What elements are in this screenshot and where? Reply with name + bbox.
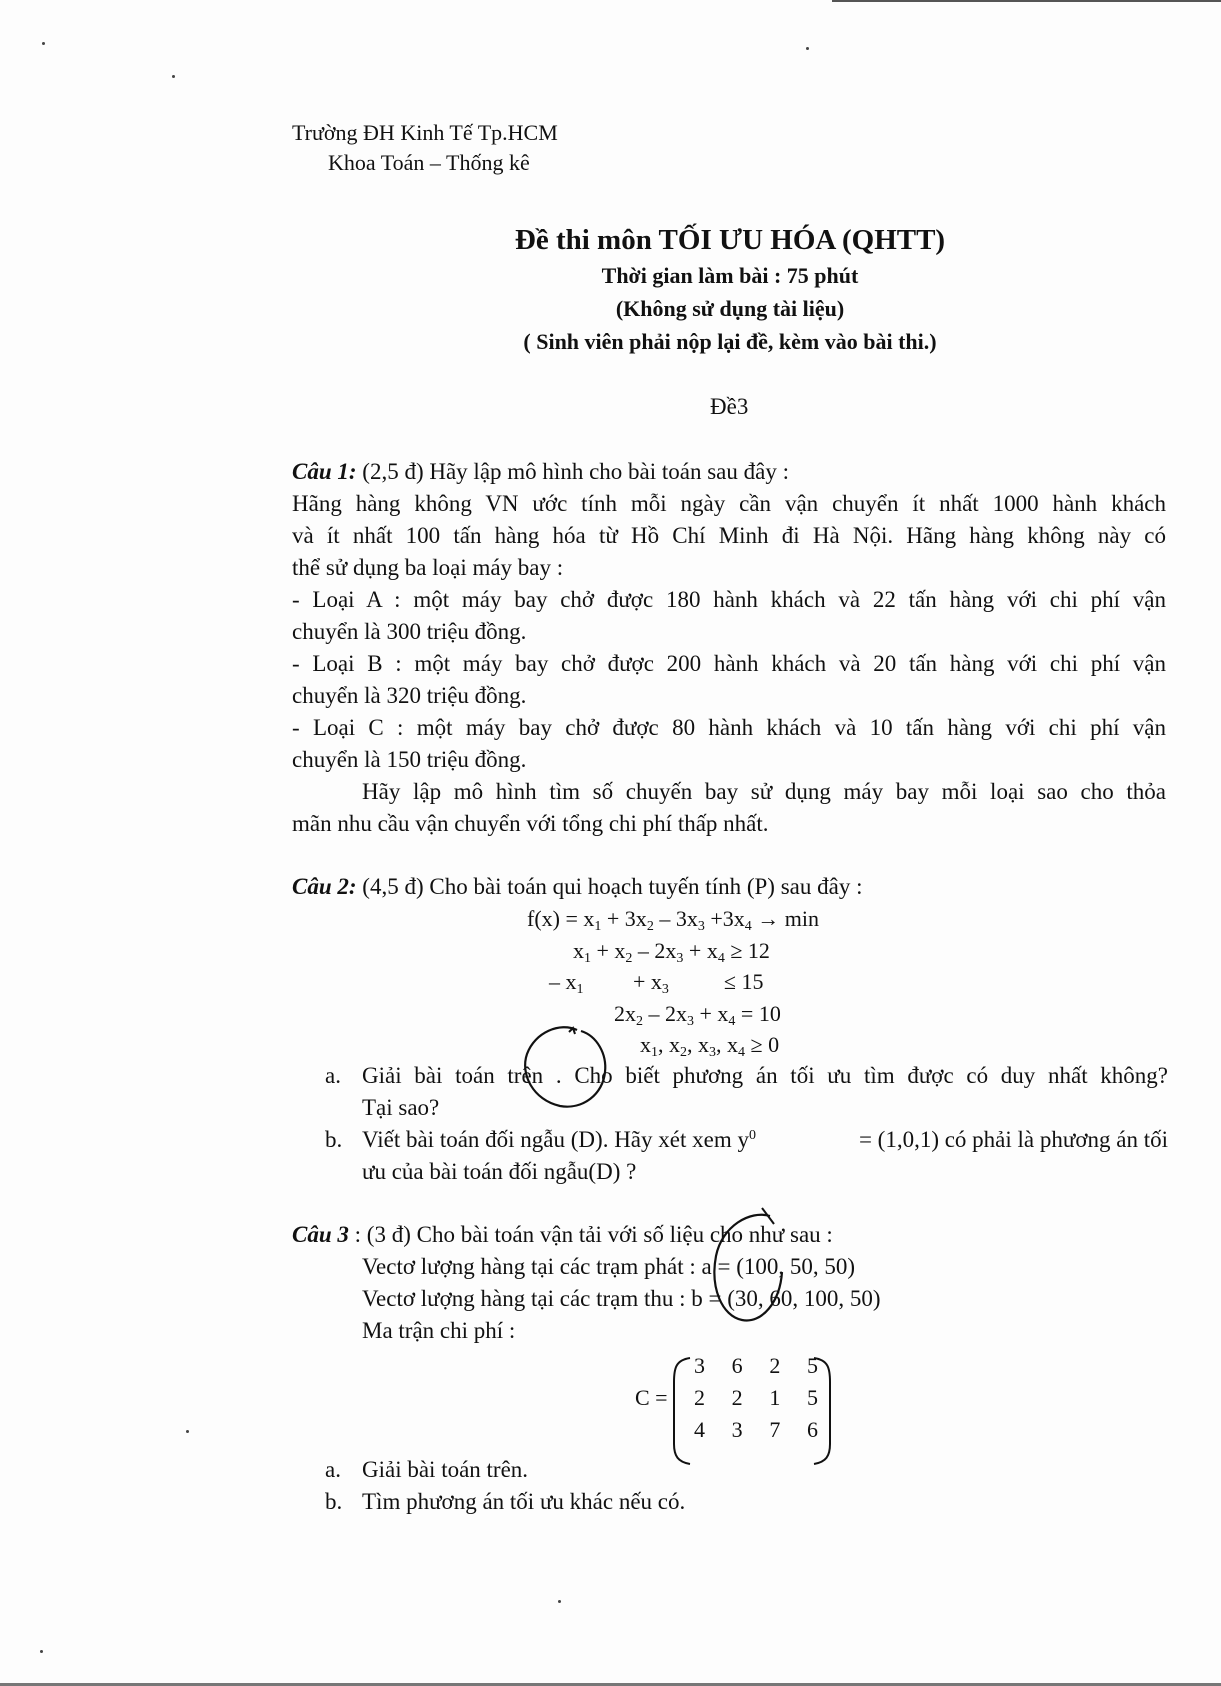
matrix-cell: 6: [806, 1417, 818, 1442]
scan-speck: [40, 1650, 43, 1653]
matrix-body: [694, 1350, 818, 1446]
q2-intro: (4,5 đ) Cho bài toán qui hoạch tuyến tính (P) sau đây :: [362, 874, 863, 899]
q1-line: chuyển là 150 triệu đồng.: [292, 747, 527, 772]
matrix-cell: 2: [694, 1385, 705, 1410]
matrix-cell: 3: [694, 1353, 705, 1378]
q2-heading: [292, 871, 862, 903]
matrix-cell: 2: [769, 1353, 781, 1378]
q2b-line1-pre: Viết bài toán đối ngẫu (D). Hãy xét xem $y^0$: [362, 1127, 756, 1152]
q2b-text-pre: Viết bài toán đối ngẫu (D). Hãy xét xem y: [362, 1127, 749, 1152]
lp-constraint-1: $x_1 + x_2 - 2x_3 + x_4 \ge 12$: [573, 938, 770, 966]
matrix-row: [694, 1350, 818, 1382]
lp-constraint-2: – $x_1$ + $x_3$ ≤ 15: [549, 969, 764, 997]
lp-objective: $f(x) = x_1 + 3x_2 - 3x_3 +3x_4 \to \min$: [527, 906, 819, 934]
lp-objective-suffix: → min: [757, 906, 819, 931]
q2a-line: Giải bài toán trên . Cho biết phương án tối ưu tìm được có duy nhất không?: [362, 1063, 1168, 1088]
faculty-name: Khoa Toán – Thống kê: [328, 150, 530, 175]
lp-constraint-3: $2x_2 - 2x_3 + x_4 = 10$: [614, 1001, 781, 1029]
matrix-cell: 2: [731, 1385, 743, 1410]
q1-line: - Loại C : một máy bay chở được 80 hành khách và 10 tấn hàng với chi phí vận: [292, 715, 1166, 740]
matrix-cell: 4: [694, 1417, 705, 1442]
scan-speck: [806, 47, 809, 50]
scan-edge-top: [832, 0, 1221, 2]
q3-supply: Vectơ lượng hàng tại các trạm phát : a = (100, 50, 50): [362, 1254, 856, 1279]
scan-speck: [172, 75, 175, 78]
q1-line: chuyển là 300 triệu đồng.: [292, 619, 527, 644]
q1-heading: [292, 456, 789, 488]
exam-title: Đề thi môn TỐI ƯU HÓA (QHTT): [514, 224, 946, 256]
q3a-marker: a.: [325, 1457, 341, 1482]
q1-line: Hãy lập mô hình tìm số chuyến bay sử dụng máy bay mỗi loại sao cho thỏa: [362, 779, 1166, 804]
q2b-line: [362, 1124, 1168, 1156]
q2a-line: Tại sao?: [362, 1095, 440, 1120]
matrix-cell: 3: [731, 1417, 743, 1442]
q3-intro: : (3 đ) Cho bài toán vận tải với số liệu cho như sau :: [354, 1222, 833, 1247]
scan-speck: [42, 42, 45, 45]
q1-line: và ít nhất 100 tấn hàng hóa từ Hồ Chí Minh đi Hà Nội. Hãng hàng không này có: [292, 523, 1166, 548]
lp-constraint-2-rhs: ≤ 15: [723, 969, 764, 994]
q2a-marker: a.: [325, 1063, 341, 1088]
q2b-marker: b.: [325, 1127, 343, 1152]
q3a-text: Giải bài toán trên.: [362, 1457, 529, 1482]
q3-heading: [292, 1219, 833, 1251]
exam-submit-note: ( Sinh viên phải nộp lại đề, kèm vào bài thi.): [523, 329, 937, 354]
q1-label: Câu 1:: [292, 459, 357, 484]
q3-demand: Vectơ lượng hàng tại các trạm thu : b = (30, 60, 100, 50): [362, 1286, 881, 1311]
q3-label: Câu 3: [292, 1222, 349, 1247]
handwritten-circle-mark: [515, 1022, 615, 1114]
lp-nonneg-suffix: ≥ 0: [750, 1032, 780, 1057]
exam-variant: Đề3: [710, 394, 749, 419]
lp-constraint-3-rhs: = 10: [740, 1001, 781, 1026]
matrix-left-bracket: [668, 1352, 696, 1470]
matrix-cell: 1: [769, 1385, 781, 1410]
q1-intro: (2,5 đ) Hãy lập mô hình cho bài toán sau đây :: [362, 459, 789, 484]
matrix-row: [694, 1414, 818, 1446]
matrix-row: [694, 1382, 818, 1414]
q1-line: - Loại B : một máy bay chở được 200 hành khách và 20 tấn hàng với chi phí vận: [292, 651, 1166, 676]
lp-constraint-1-rhs: ≥ 12: [730, 938, 770, 963]
exam-time: Thời gian làm bài : 75 phút: [601, 263, 859, 288]
q3-cost-label: Ma trận chi phí :: [362, 1318, 516, 1343]
q2b-line1-post: = (1,0,1) có phải là phương án tối: [858, 1127, 1168, 1152]
matrix-cell: 5: [806, 1353, 818, 1378]
school-name: Trường ĐH Kinh Tế Tp.HCM: [292, 120, 558, 145]
matrix-name: C =: [635, 1385, 668, 1410]
q1-line: Hãng hàng không VN ước tính mỗi ngày cần vận chuyển ít nhất 1000 hành khách: [292, 491, 1166, 516]
exam-no-docs: (Không sử dụng tài liệu): [615, 296, 845, 321]
q3b-marker: b.: [325, 1489, 343, 1514]
matrix-cell: 5: [806, 1385, 818, 1410]
scan-speck: [558, 1600, 561, 1603]
q2b-line: ưu của bài toán đối ngẫu(D) ?: [362, 1159, 637, 1184]
q1-line: - Loại A : một máy bay chở được 180 hành khách và 22 tấn hàng với chi phí vận: [292, 587, 1166, 612]
q1-line: chuyển là 320 triệu đồng.: [292, 683, 527, 708]
q1-line: thể sử dụng ba loại máy bay :: [292, 555, 564, 580]
q2-label: Câu 2:: [292, 874, 357, 899]
q1-line: mãn nhu cầu vận chuyển với tổng chi phí thấp nhất.: [292, 811, 769, 836]
lp-nonneg: $x_1$, $x_2$, $x_3$, $x_4 \ge 0$: [640, 1032, 780, 1060]
matrix-cell: 6: [731, 1353, 743, 1378]
q3b-text: Tìm phương án tối ưu khác nếu có.: [362, 1489, 686, 1514]
scan-speck: [186, 1430, 189, 1433]
matrix-cell: 7: [769, 1417, 781, 1442]
